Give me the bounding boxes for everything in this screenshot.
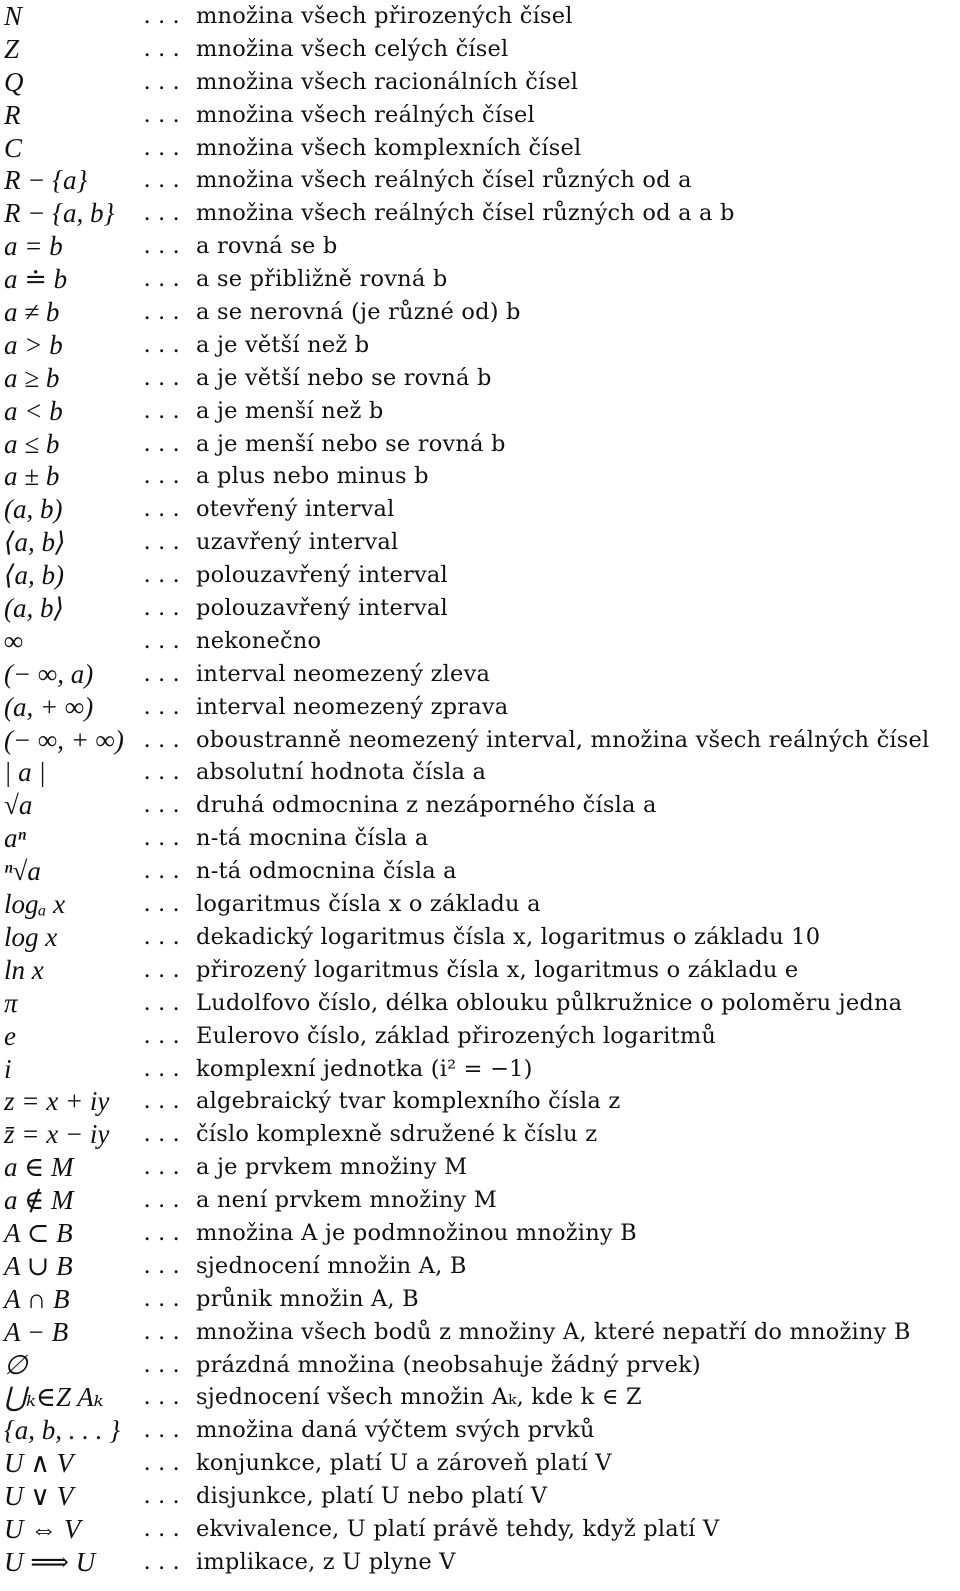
symbol-row bbox=[0, 1184, 960, 1217]
symbol-notation: a = b bbox=[4, 231, 63, 262]
dots-separator: . . . bbox=[144, 1514, 181, 1542]
symbol-row bbox=[0, 789, 960, 822]
symbol-row bbox=[0, 362, 960, 395]
dots-separator: . . . bbox=[144, 232, 181, 260]
dots-separator: . . . bbox=[144, 922, 181, 950]
symbol-row bbox=[0, 1053, 960, 1086]
symbol-description: sjednocení množin A, B bbox=[196, 1252, 467, 1279]
symbol-notation: π bbox=[4, 987, 18, 1018]
symbol-description: logaritmus čísla x o základu a bbox=[196, 891, 541, 918]
dots-separator: . . . bbox=[144, 298, 181, 326]
symbol-row bbox=[0, 987, 960, 1020]
dots-separator: . . . bbox=[144, 561, 181, 589]
symbol-row bbox=[0, 263, 960, 296]
symbol-row bbox=[0, 526, 960, 559]
symbol-description: a je větší než b bbox=[196, 331, 370, 358]
symbol-notation: A ∩ B bbox=[4, 1283, 70, 1314]
symbol-description: implikace, z U plyne V bbox=[196, 1548, 456, 1575]
symbol-notation: e bbox=[4, 1020, 16, 1051]
dots-separator: . . . bbox=[144, 1218, 181, 1246]
symbol-notation: ln x bbox=[4, 954, 44, 985]
dots-separator: . . . bbox=[144, 1482, 181, 1510]
dots-separator: . . . bbox=[144, 758, 181, 786]
dots-separator: . . . bbox=[144, 528, 181, 556]
symbol-row bbox=[0, 888, 960, 921]
symbol-notation: ⋃ₖ∈Z Aₖ bbox=[4, 1382, 104, 1413]
symbol-row bbox=[0, 1546, 960, 1579]
symbol-notation: a ≤ b bbox=[4, 428, 60, 459]
symbol-notation: A − B bbox=[4, 1316, 69, 1347]
symbol-description: absolutní hodnota čísla a bbox=[196, 759, 487, 786]
symbol-notation: √a bbox=[4, 790, 33, 821]
symbol-notation: C bbox=[4, 132, 23, 163]
symbol-notation: a ≥ b bbox=[4, 362, 60, 393]
symbol-row bbox=[0, 1020, 960, 1053]
symbol-description: interval neomezený zleva bbox=[196, 660, 491, 687]
symbol-notation: U ∧ V bbox=[4, 1448, 74, 1479]
dots-separator: . . . bbox=[144, 1547, 181, 1575]
symbol-description: Eulerovo číslo, základ přirozených logaritmů bbox=[196, 1022, 717, 1049]
symbol-description: Ludolfovo číslo, délka oblouku půlkružnice o poloměru jedna bbox=[196, 989, 903, 1016]
symbol-description: disjunkce, platí U nebo platí V bbox=[196, 1483, 548, 1510]
symbol-row bbox=[0, 132, 960, 165]
symbol-notation: | a | bbox=[4, 757, 46, 788]
symbol-description: a je větší nebo se rovná b bbox=[196, 364, 492, 391]
symbol-row bbox=[0, 66, 960, 99]
symbol-row bbox=[0, 658, 960, 691]
symbol-notation: (− ∞, + ∞) bbox=[4, 724, 124, 755]
symbol-notation: U ⟹ U bbox=[4, 1546, 96, 1577]
dots-separator: . . . bbox=[144, 100, 181, 128]
symbol-description: konjunkce, platí U a zároveň platí V bbox=[196, 1450, 612, 1477]
symbol-row bbox=[0, 1283, 960, 1316]
dots-separator: . . . bbox=[144, 1284, 181, 1312]
symbol-row bbox=[0, 1250, 960, 1283]
symbol-notation: {a, b, . . . } bbox=[4, 1415, 121, 1446]
symbol-row bbox=[0, 329, 960, 362]
symbol-notation: aⁿ bbox=[4, 823, 27, 854]
symbol-row bbox=[0, 756, 960, 789]
dots-separator: . . . bbox=[144, 1383, 181, 1411]
symbol-row bbox=[0, 1480, 960, 1513]
symbol-description: množina všech přirozených čísel bbox=[196, 3, 573, 29]
dots-separator: . . . bbox=[144, 1087, 181, 1115]
symbol-notation: a ≠ b bbox=[4, 297, 60, 328]
symbol-row bbox=[0, 1349, 960, 1382]
dots-separator: . . . bbox=[144, 462, 181, 490]
dots-separator: . . . bbox=[144, 133, 181, 161]
dots-separator: . . . bbox=[144, 2, 181, 29]
dots-separator: . . . bbox=[144, 955, 181, 983]
dots-separator: . . . bbox=[144, 1120, 181, 1148]
symbol-row bbox=[0, 592, 960, 625]
dots-separator: . . . bbox=[144, 166, 181, 194]
symbol-row bbox=[0, 559, 960, 592]
symbol-notation: ∞ bbox=[4, 625, 24, 656]
symbol-description: polouzavřený interval bbox=[196, 595, 448, 622]
symbol-notation: R bbox=[4, 99, 21, 130]
dots-separator: . . . bbox=[144, 857, 181, 885]
symbol-notation: A ∪ B bbox=[4, 1250, 73, 1281]
symbol-notation: ⟨a, b⟩ bbox=[4, 527, 66, 558]
symbol-row bbox=[0, 954, 960, 987]
dots-separator: . . . bbox=[144, 1186, 181, 1214]
symbol-row bbox=[0, 1513, 960, 1546]
symbol-notation: a ± b bbox=[4, 461, 60, 492]
symbol-description: uzavřený interval bbox=[196, 529, 399, 556]
symbol-description: komplexní jednotka (i² = −1) bbox=[196, 1055, 533, 1082]
symbol-row bbox=[0, 855, 960, 888]
symbol-row bbox=[0, 1085, 960, 1118]
symbol-notation: z = x + iy bbox=[4, 1086, 110, 1117]
symbol-description: prázdná množina (neobsahuje žádný prvek) bbox=[196, 1351, 701, 1378]
symbol-row bbox=[0, 921, 960, 954]
symbol-row bbox=[0, 296, 960, 329]
symbol-notation: (a, b) bbox=[4, 494, 63, 525]
dots-separator: . . . bbox=[144, 659, 181, 687]
dots-separator: . . . bbox=[144, 594, 181, 622]
symbol-description: nekonečno bbox=[196, 627, 322, 654]
symbol-description: množina všech reálných čísel bbox=[196, 101, 535, 128]
symbol-notation: z̄ = x − iy bbox=[4, 1119, 110, 1150]
symbol-row bbox=[0, 428, 960, 461]
dots-separator: . . . bbox=[144, 1449, 181, 1477]
symbol-description: množina všech bodů z množiny A, které nepatří do množiny B bbox=[196, 1318, 911, 1345]
dots-separator: . . . bbox=[144, 1416, 181, 1444]
dots-separator: . . . bbox=[144, 429, 181, 457]
symbol-description: a není prvkem množiny M bbox=[196, 1187, 497, 1214]
symbol-row bbox=[0, 230, 960, 263]
symbol-description: otevřený interval bbox=[196, 496, 395, 523]
symbol-description: algebraický tvar komplexního čísla z bbox=[196, 1088, 621, 1115]
symbol-description: přirozený logaritmus čísla x, logaritmus o základu e bbox=[196, 956, 799, 983]
symbol-description: a je menší nebo se rovná b bbox=[196, 430, 506, 457]
symbol-notation: log x bbox=[4, 921, 58, 952]
dots-separator: . . . bbox=[144, 1251, 181, 1279]
symbol-description: druhá odmocnina z nezáporného čísla a bbox=[196, 792, 657, 819]
symbol-row bbox=[0, 1118, 960, 1151]
symbol-description: oboustranně neomezený interval, množina všech reálných čísel bbox=[196, 726, 930, 753]
symbol-notation: R − {a} bbox=[4, 165, 88, 196]
dots-separator: . . . bbox=[144, 988, 181, 1016]
symbol-row bbox=[0, 691, 960, 724]
symbol-notation: (a, b⟩ bbox=[4, 593, 65, 624]
dots-separator: . . . bbox=[144, 265, 181, 293]
symbol-row bbox=[0, 164, 960, 197]
symbol-notation: a < b bbox=[4, 395, 63, 426]
symbol-row bbox=[0, 395, 960, 428]
symbol-notation: (− ∞, a) bbox=[4, 658, 94, 689]
symbol-notation: logₐ x bbox=[4, 889, 66, 920]
symbol-notation: ⟨a, b) bbox=[4, 560, 65, 591]
symbol-description: a plus nebo minus b bbox=[196, 463, 429, 490]
symbol-row bbox=[0, 822, 960, 855]
dots-separator: . . . bbox=[144, 791, 181, 819]
symbol-notation: (a, + ∞) bbox=[4, 691, 94, 722]
symbol-description: a rovná se b bbox=[196, 233, 338, 260]
symbol-description: ekvivalence, U platí právě tehdy, když platí V bbox=[196, 1515, 720, 1542]
symbol-row bbox=[0, 1316, 960, 1349]
symbol-description: číslo komplexně sdružené k číslu z bbox=[196, 1121, 598, 1148]
symbol-row bbox=[0, 625, 960, 658]
symbol-row bbox=[0, 460, 960, 493]
symbol-notation: a ∈ M bbox=[4, 1152, 74, 1183]
symbol-notation: U ⇔ V bbox=[4, 1513, 81, 1544]
symbol-notation: Q bbox=[4, 66, 24, 97]
dots-separator: . . . bbox=[144, 1021, 181, 1049]
dots-separator: . . . bbox=[144, 495, 181, 523]
symbol-row bbox=[0, 1151, 960, 1184]
symbol-notation: a ≐ b bbox=[4, 264, 68, 295]
dots-separator: . . . bbox=[144, 626, 181, 654]
symbol-row bbox=[0, 33, 960, 66]
symbol-notation: a ∉ M bbox=[4, 1185, 74, 1216]
symbol-description: množina všech komplexních čísel bbox=[196, 134, 582, 161]
symbol-row bbox=[0, 1414, 960, 1447]
symbol-row bbox=[0, 197, 960, 230]
symbol-notation: N bbox=[4, 1, 23, 31]
symbol-description: n-tá odmocnina čísla a bbox=[196, 858, 457, 885]
symbol-description: množina všech reálných čísel různých od a bbox=[196, 167, 692, 194]
symbol-description: množina daná výčtem svých prvků bbox=[196, 1417, 595, 1444]
symbol-row bbox=[0, 1447, 960, 1480]
symbol-description: a je menší než b bbox=[196, 397, 384, 424]
dots-separator: . . . bbox=[144, 1054, 181, 1082]
symbol-description: průnik množin A, B bbox=[196, 1285, 419, 1312]
symbol-description: a je prvkem množiny M bbox=[196, 1154, 468, 1181]
symbol-notation: R − {a, b} bbox=[4, 198, 115, 229]
symbol-row bbox=[0, 1217, 960, 1250]
dots-separator: . . . bbox=[144, 199, 181, 227]
symbol-description: a se nerovná (je různé od) b bbox=[196, 299, 521, 326]
symbol-notation: ⁿ√a bbox=[4, 856, 41, 887]
dots-separator: . . . bbox=[144, 725, 181, 753]
dots-separator: . . . bbox=[144, 363, 181, 391]
dots-separator: . . . bbox=[144, 1317, 181, 1345]
symbol-description: dekadický logaritmus čísla x, logaritmus o základu 10 bbox=[196, 923, 821, 950]
symbol-row bbox=[0, 724, 960, 757]
dots-separator: . . . bbox=[144, 1350, 181, 1378]
symbol-notation: A ⊂ B bbox=[4, 1217, 73, 1248]
dots-separator: . . . bbox=[144, 396, 181, 424]
dots-separator: . . . bbox=[144, 890, 181, 918]
dots-separator: . . . bbox=[144, 1153, 181, 1181]
symbol-row bbox=[0, 0, 960, 33]
symbol-description: interval neomezený zprava bbox=[196, 693, 509, 720]
dots-separator: . . . bbox=[144, 824, 181, 852]
symbol-description: sjednocení všech množin Aₖ, kde k ∈ Z bbox=[196, 1384, 642, 1411]
symbol-description: množina A je podmnožinou množiny B bbox=[196, 1219, 637, 1246]
dots-separator: . . . bbox=[144, 692, 181, 720]
dots-separator: . . . bbox=[144, 67, 181, 95]
symbol-description: polouzavřený interval bbox=[196, 562, 448, 589]
symbol-notation: ∅ bbox=[4, 1349, 28, 1380]
symbol-description: n-tá mocnina čísla a bbox=[196, 825, 429, 852]
symbol-description: množina všech racionálních čísel bbox=[196, 68, 579, 95]
dots-separator: . . . bbox=[144, 330, 181, 358]
symbol-notation: a > b bbox=[4, 329, 63, 360]
symbol-description: množina všech reálných čísel různých od a a b bbox=[196, 200, 735, 227]
symbol-row bbox=[0, 1381, 960, 1414]
symbol-description: a se přibližně rovná b bbox=[196, 266, 448, 293]
symbol-description: množina všech celých čísel bbox=[196, 35, 509, 62]
symbol-notation: Z bbox=[4, 33, 20, 64]
dots-separator: . . . bbox=[144, 34, 181, 62]
symbol-notation: i bbox=[4, 1053, 12, 1084]
symbol-row bbox=[0, 99, 960, 132]
symbol-notation: U ∨ V bbox=[4, 1481, 74, 1512]
symbol-row bbox=[0, 493, 960, 526]
